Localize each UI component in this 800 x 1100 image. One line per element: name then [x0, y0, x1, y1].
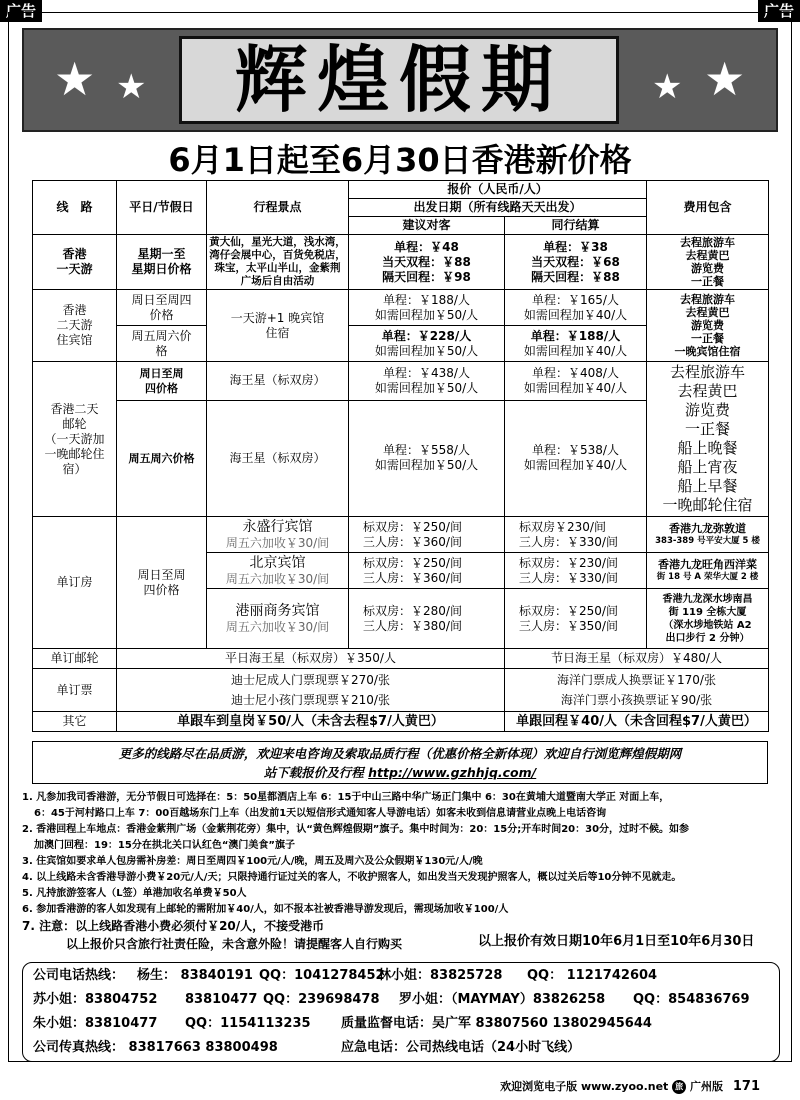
text-line: 去程黄巴 — [685, 306, 730, 319]
other-right: 单跟回程￥40/人（未含回程$7/人黄巴） — [505, 712, 769, 732]
other-left: 单跟车到皇岗￥50/人（未含去程$7/人黄巴） — [117, 712, 505, 732]
peer-price-cell — [505, 400, 647, 516]
suggested-price-cell — [349, 235, 505, 290]
text-line: 去程旅游车 — [680, 293, 736, 306]
text-line: 标双房：￥250/间 — [363, 519, 462, 534]
text-line: 出口步行 2 分钟） — [665, 632, 750, 644]
text-line: 单程：￥188/人 — [383, 292, 470, 307]
header-route: 线 路 — [33, 181, 117, 235]
period-cell — [117, 517, 207, 649]
page-number: 171 — [732, 1079, 760, 1094]
peer-price-cell — [505, 326, 647, 362]
text-line: 如需回程加￥40/人 — [523, 307, 628, 322]
header-includes: 费用包含 — [647, 181, 769, 235]
text-line: 周日至周四 — [131, 292, 192, 307]
qq-yang: QQ：1041278452 — [259, 968, 385, 983]
star-icon: ★ — [116, 67, 147, 107]
text-line: 香港九龙深水埗南昌 — [662, 593, 753, 605]
text-line: 游览费 — [691, 262, 725, 275]
text-line: 宿） — [62, 461, 87, 476]
peer-price-cell — [505, 362, 647, 401]
suggested-price-cell — [349, 290, 505, 326]
text-line: 标双房：￥250/间 — [363, 555, 462, 570]
route-other: 其它 — [33, 712, 117, 732]
text-line: 一正餐 — [691, 332, 725, 345]
text-line: 383-389 号平安大厦 5 楼 — [655, 535, 760, 546]
text-line: 三人房：￥360/间 — [363, 534, 462, 549]
text-line: 一晚邮轮住宿 — [662, 496, 753, 514]
itinerary-cell: 海王星（标双房） — [207, 362, 349, 401]
contact-row — [33, 989, 773, 1011]
peer-price-cell — [505, 235, 647, 290]
price-table — [32, 180, 769, 732]
text-line: 单程：￥38 — [543, 239, 608, 254]
text-line: 三人房：￥350/间 — [519, 618, 618, 633]
text-line: 香港九龙旺角西洋菜 — [658, 557, 758, 571]
text-line: 隔天回程：￥88 — [531, 269, 620, 284]
peer-price-cell — [505, 553, 647, 589]
text-line: 黄大仙，星光大道，浅水湾， — [209, 236, 346, 248]
star-icon: ★ — [652, 67, 683, 107]
text-line: 游览费 — [685, 401, 731, 419]
contact-lin: 林小姐：83825728 — [378, 968, 503, 983]
text-line: 格 — [155, 343, 168, 358]
header-itinerary: 行程景点 — [207, 181, 349, 235]
text-line: 三人房：￥380/间 — [363, 618, 462, 633]
qq-zhu: QQ：1154113235 — [185, 1016, 311, 1031]
hotel-cell — [207, 517, 349, 553]
header-suggested: 建议对客 — [349, 217, 505, 235]
text-line: 价格 — [149, 307, 174, 322]
contact-row — [33, 1013, 773, 1035]
contact-su: 苏小姐：83804752 — [33, 992, 158, 1007]
fax-hotline: 公司传真热线： 83817663 83800498 — [33, 1040, 278, 1055]
notes-section — [22, 790, 782, 954]
text-line: 邮轮 — [62, 416, 87, 431]
text-line: 去程黄巴 — [685, 249, 730, 262]
text-line: 三人房：￥330/间 — [519, 534, 618, 549]
text-line: 海洋门票成人换票证￥170/张 — [557, 673, 716, 687]
text-line: 隔天回程：￥98 — [382, 269, 471, 284]
contact-row — [33, 1037, 773, 1059]
text-line: 湾仔会展中心，百货免税店， — [209, 249, 346, 261]
header-departure: 出发日期（所有线路天天出发） — [349, 199, 647, 217]
text-line: 标双房￥230/间 — [519, 519, 606, 534]
peer-price-cell — [505, 589, 647, 649]
qq-lin: QQ： 1121742604 — [527, 968, 658, 983]
text-line: 如需回程加￥40/人 — [523, 458, 628, 473]
text-line: 一晚宾馆住宿 — [674, 345, 741, 358]
cruise-weekday-price: 平日海王星（标双房）￥350/人 — [117, 649, 505, 669]
text-line: 如需回程加￥40/人 — [523, 343, 628, 358]
hotel-address — [647, 553, 769, 589]
text-line: 一正餐 — [685, 420, 731, 438]
qq-su: QQ：239698478 — [263, 992, 380, 1007]
promo-line: 更多的线路尽在品质游，欢迎来电咨询及索取品质行程（优惠价格全新体现）欢迎自行浏览辉煌假期网 — [118, 746, 682, 761]
text-line: 迪士尼小孩门票现票￥210/张 — [231, 693, 390, 707]
text-line: 游览费 — [691, 319, 725, 332]
route-tickets: 单订票 — [33, 669, 117, 712]
itinerary-cell — [207, 290, 349, 362]
itinerary-cell: 海王星（标双房） — [207, 400, 349, 516]
website-link[interactable]: http://www.gzhhjq.com/ — [368, 765, 537, 780]
header-period: 平日/节假日 — [117, 181, 207, 235]
disney-tickets — [117, 669, 505, 712]
note-line: 6. 参加香港游的客人如发现有上邮轮的需附加￥40/人，如不报本社被香港导游发现后，需现场加收￥100/人 — [22, 904, 509, 915]
text-line: 二天游 — [56, 318, 93, 332]
contact-yang: 杨生： 83840191 — [137, 968, 253, 983]
text-line: 船上宵夜 — [677, 458, 738, 476]
text-line: 如需回程加￥50/人 — [374, 343, 479, 358]
validity-period: 以上报价有效日期10年6月1日至10年6月30日 — [478, 934, 755, 949]
header-price: 报价（人民币/人） — [349, 181, 647, 199]
text-line: 去程旅游车 — [680, 236, 736, 249]
banner — [22, 28, 778, 132]
text-line: 单程：￥558/人 — [383, 443, 470, 458]
hotline-label: 公司电话热线： — [33, 968, 125, 983]
text-line: 住宿 — [265, 325, 290, 340]
hotel-surcharge: 周五六加收￥30/间 — [225, 536, 330, 550]
text-line: 单程：￥165/人 — [532, 292, 619, 307]
text-line: 三人房：￥330/间 — [519, 570, 618, 585]
period-cell: 周五周六价格 — [117, 400, 207, 516]
text-line: 单程：￥408/人 — [532, 365, 619, 380]
text-line: 单程：￥48 — [394, 239, 459, 254]
validity-row — [22, 934, 782, 954]
text-line: 一天游 — [56, 262, 93, 276]
footer-text: 欢迎浏览电子版 www.zyoo.net — [500, 1080, 669, 1093]
banner-title-box — [179, 36, 619, 124]
text-line: 单程：￥538/人 — [532, 443, 619, 458]
edition-label: 广州版 — [690, 1080, 724, 1093]
insurance-note: 以上报价只含旅行社责任险，未含意外险！请提醒客人自行购买 — [66, 937, 403, 951]
includes-cell — [647, 362, 769, 517]
suggested-price-cell — [349, 517, 505, 553]
note-line: 7. 注意：以上线路香港小费必须付￥20/人，不接受港币 — [22, 919, 325, 933]
promo-text: 站下载报价及行程 — [263, 765, 364, 780]
note-line: 4. 以上线路未含香港导游小费￥20元/人/天；只限持通行证过关的客人，不收护照客人，如出发当天发现护照客人，概以过关后等10分钟不见就走。 — [22, 872, 682, 883]
contact-su-2: 83810477 — [185, 992, 258, 1007]
note-line: 加澳门回程：19：15分在拱北关口认红色“澳门美食”旗子 — [34, 840, 295, 851]
text-line: 星期日价格 — [131, 262, 192, 276]
cruise-holiday-price: 节日海王星（标双房）￥480/人 — [505, 649, 769, 669]
peer-price-cell — [505, 517, 647, 553]
star-icon: ★ — [704, 52, 746, 106]
text-line: 船上晚餐 — [677, 439, 738, 457]
text-line: 当天双程：￥88 — [382, 254, 471, 269]
period-cell — [117, 362, 207, 401]
promo-banner — [32, 741, 768, 784]
text-line: 香港 — [62, 303, 87, 317]
text-line: 如需回程加￥50/人 — [374, 307, 479, 322]
text-line: （深水埗地铁站 A2 — [663, 619, 752, 631]
includes-cell — [647, 290, 769, 362]
suggested-price-cell — [349, 400, 505, 516]
text-line: 去程黄巴 — [677, 382, 738, 400]
text-line: 单程：￥438/人 — [383, 365, 470, 380]
text-line: 去程旅游车 — [670, 363, 746, 381]
period-cell — [117, 326, 207, 362]
hotel-address — [647, 589, 769, 649]
suggested-price-cell — [349, 362, 505, 401]
qq-luo: QQ：854836769 — [633, 992, 750, 1007]
ad-tag-left: 广告 — [0, 0, 42, 22]
note-line: 1. 凡参加我司香港游，无分节假日可选择在：5：50星都酒店上车 6：15于中山三路中华广场正门集中 6：30在黄埔大道暨南大学正 对面上车， — [22, 792, 670, 803]
text-line: 香港 — [62, 247, 87, 261]
text-line: 星期一至 — [137, 247, 186, 261]
text-line: 一正餐 — [691, 275, 725, 288]
text-line: 四价格 — [143, 582, 180, 597]
period-cell — [117, 235, 207, 290]
text-line: 广场后自由活动 — [240, 275, 315, 287]
text-line: 如需回程加￥50/人 — [374, 458, 479, 473]
text-line: （一天游加 — [44, 431, 105, 446]
text-line: 香港二天 — [50, 401, 99, 416]
text-line: 标双房：￥230/间 — [519, 555, 618, 570]
text-line: 周日至周 — [137, 567, 186, 582]
text-line: 如需回程加￥50/人 — [374, 380, 479, 395]
text-line: 街 119 全栋大厦 — [668, 606, 747, 618]
hotel-name: 港丽商务宾馆 — [235, 603, 320, 619]
text-line: 迪士尼成人门票现票￥270/张 — [231, 673, 390, 687]
text-line: 香港九龙弥敦道 — [669, 521, 747, 535]
hotel-cell — [207, 589, 349, 649]
hotel-name: 永盛行宾馆 — [242, 519, 313, 535]
hotel-surcharge: 周五六加收￥30/间 — [225, 620, 330, 634]
emergency-hotline: 应急电话：公司热线电话（24小时飞线） — [341, 1040, 581, 1055]
text-line: 标双房：￥280/间 — [363, 603, 462, 618]
text-line: 街 18 号 A 荣华大厦 2 楼 — [656, 571, 759, 582]
route-hk-cruise — [33, 362, 117, 517]
text-line: 单程：￥188/人 — [530, 328, 621, 343]
contact-box — [22, 962, 780, 1062]
period-cell — [117, 290, 207, 326]
contact-row — [33, 965, 773, 987]
promo-line — [33, 763, 767, 782]
text-line: 单程：￥228/人 — [381, 328, 472, 343]
text-line: 船上早餐 — [677, 477, 738, 495]
text-line: 一晚邮轮住 — [44, 446, 105, 461]
route-cruise-only: 单订邮轮 — [33, 649, 117, 669]
suggested-price-cell — [349, 326, 505, 362]
ad-tag-right: 广告 — [758, 0, 800, 22]
star-icon: ★ — [54, 52, 96, 106]
note-line: 6：45于河村路口上车 7：00百越场东门上车（出发前1天以短信形式通知客人导游电话）如客未收到信息请营业点晚上电话咨询 — [34, 808, 607, 819]
text-line: 如需回程加￥40/人 — [523, 380, 628, 395]
quality-hotline: 质量监督电话：吴广军 83807560 13802945644 — [341, 1016, 652, 1031]
text-line: 周日至周 — [139, 366, 184, 380]
page-footer — [500, 1078, 760, 1094]
ocean-park-tickets — [505, 669, 769, 712]
hotel-name: 北京宾馆 — [249, 555, 306, 571]
publisher-logo-icon: 旅 — [672, 1080, 686, 1094]
route-hk-day-tour — [33, 235, 117, 290]
peer-price-cell — [505, 290, 647, 326]
page-subtitle: 6月1日起至6月30日香港新价格 — [168, 141, 632, 179]
text-line: 标双房：￥250/间 — [519, 603, 618, 618]
text-line: 三人房：￥360/间 — [363, 570, 462, 585]
suggested-price-cell — [349, 553, 505, 589]
contact-zhu: 朱小姐：83810477 — [33, 1016, 158, 1031]
hotel-address — [647, 517, 769, 553]
text-line: 珠宝，太平山半山，金紫荆 — [214, 262, 341, 274]
text-line: 一天游+1 晚宾馆 — [230, 310, 325, 325]
note-line: 2. 香港回程上车地点：香港金紫荆广场（金紫荆花旁）集中，认“黄色辉煌假期”旗子。集中时间为：20：15分;开车时间20：30分，过时不候。如参 — [22, 824, 690, 835]
note-line: 5. 凡持旅游签客人（L签）单港加收名单费￥50人 — [22, 888, 247, 899]
hotel-surcharge: 周五六加收￥30/间 — [225, 572, 330, 586]
route-hk-two-day-hotel — [33, 290, 117, 362]
contact-luo: 罗小姐：（MAYMAY）83826258 — [399, 992, 606, 1007]
text-line: 四价格 — [145, 381, 178, 395]
banner-title: 辉煌假期 — [234, 37, 563, 122]
header-peer: 同行结算 — [505, 217, 647, 235]
text-line: 海洋门票小孩换票证￥90/张 — [560, 693, 713, 707]
route-hotel-only: 单订房 — [33, 517, 117, 649]
text-line: 当天双程：￥68 — [531, 254, 620, 269]
note-line: 3. 住宾馆如要求单人包房需补房差：周日至周四￥100元/人/晚，周五及周六及公众假期￥130元/人/晚 — [22, 856, 483, 867]
hotel-cell — [207, 553, 349, 589]
suggested-price-cell — [349, 589, 505, 649]
includes-cell — [647, 235, 769, 290]
text-line: 周五周六价 — [131, 328, 192, 343]
text-line: 住宾馆 — [56, 333, 93, 347]
itinerary-cell — [207, 235, 349, 290]
